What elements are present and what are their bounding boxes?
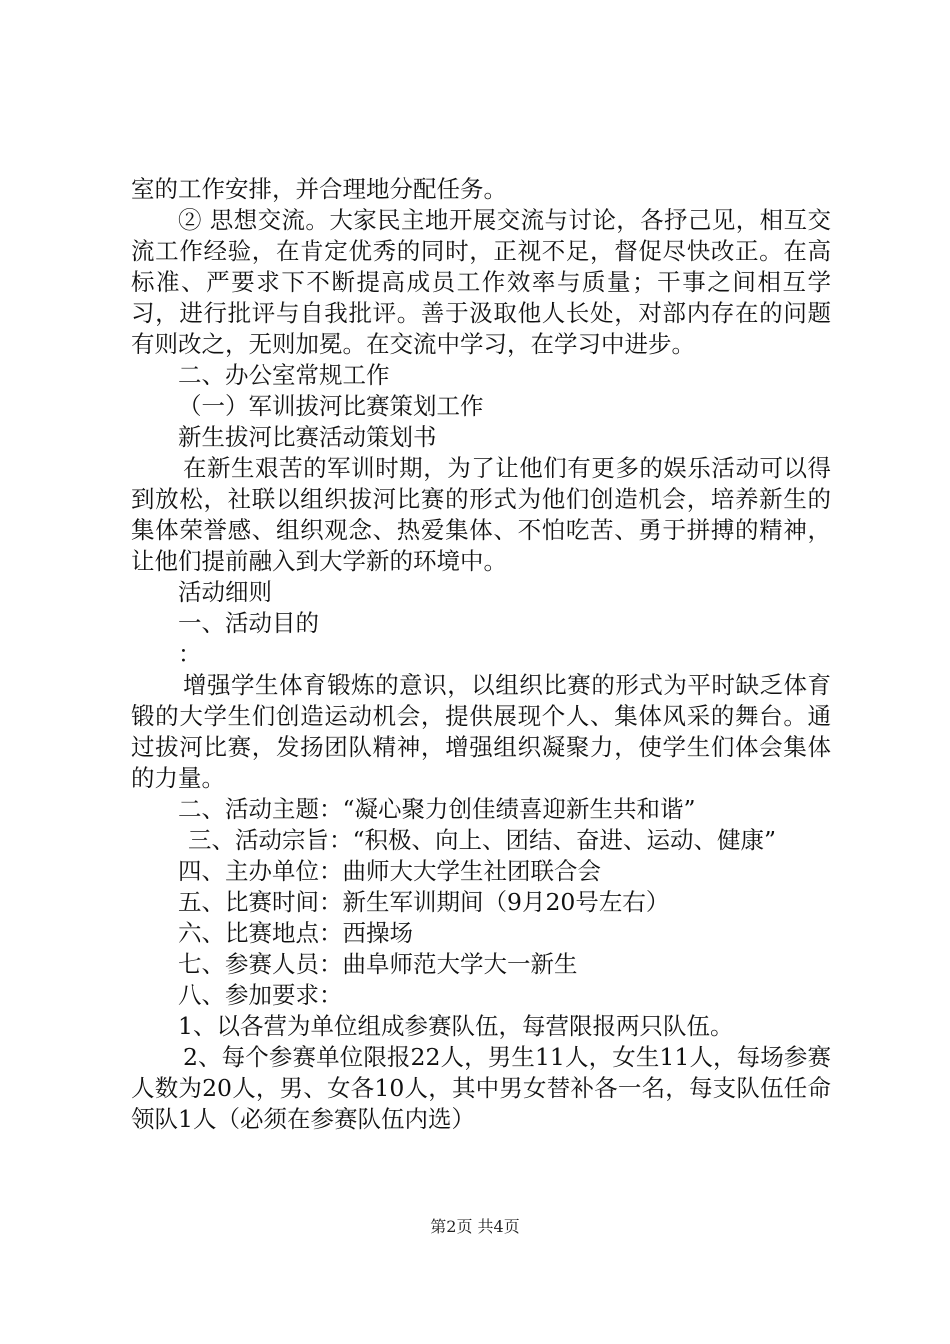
paragraph: 室的工作安排，并合理地分配任务。 — [131, 175, 507, 203]
list-item: 四、主办单位：曲师大大学生社团联合会 — [178, 857, 601, 885]
section-heading: 二、办公室常规工作 — [178, 361, 390, 389]
subsection-heading: （一）军训拔河比赛策划工作 — [178, 392, 484, 420]
section-heading: 活动细则 — [178, 578, 272, 606]
list-item: 2、每个参赛单位限报22人，男生11人，女生11人，每场参赛人数为20人，男、女各10人，其中男女替补各一名，每支队伍任命领队1人（必须在参赛队伍内选） — [131, 1043, 831, 1133]
paragraph: 在新生艰苦的军训时期，为了让他们有更多的娱乐活动可以得到放松，社联以组织拔河比赛的形式为他们创造机会，培养新生的集体荣誉感、组织观念、热爱集体、不怕吃苦、勇于拼搏的精神，让他们提前融入到大学新的环境中。 — [131, 454, 831, 575]
list-item: 三、活动宗旨：“积极、向上、团结、奋进、运动、健康” — [188, 826, 777, 854]
list-item: 五、比赛时间：新生军训期间（9月20号左右） — [178, 888, 670, 916]
list-item: 六、比赛地点：西操场 — [178, 919, 413, 947]
page-footer: 第2页 共4页 — [430, 1217, 520, 1236]
body-text — [131, 174, 831, 1135]
colon-line: ： — [178, 640, 202, 668]
list-item: 1、以各营为单位组成参赛队伍，每营限报两只队伍。 — [178, 1012, 734, 1040]
list-item: 七、参赛人员：曲阜师范大学大一新生 — [178, 950, 578, 978]
paragraph: ② 思想交流。大家民主地开展交流与讨论，各抒己见，相互交流工作经验，在肯定优秀的同时，正视不足，督促尽快改正。在高标准、严要求下不断提高成员工作效率与质量；干事之间相互学习，进行批评与自我批评。善于汲取他人长处，对部内存在的问题有则改之，无则加冕。在交流中学习，在学习中进步。 — [131, 206, 831, 358]
list-item: 二、活动主题：“凝心聚力创佳绩喜迎新生共和谐” — [178, 795, 696, 823]
list-item: 八、参加要求： — [178, 981, 343, 1009]
paragraph: 增强学生体育锻炼的意识，以组织比赛的形式为平时缺乏体育锻的大学生们创造运动机会，提供展现个人、集体风采的舞台。通过拔河比赛，发扬团队精神，增强组织凝聚力，使学生们体会集体的力量。 — [131, 671, 831, 792]
plan-title: 新生拔河比赛活动策划书 — [178, 423, 437, 451]
section-heading: 一、活动目的 — [178, 609, 319, 637]
